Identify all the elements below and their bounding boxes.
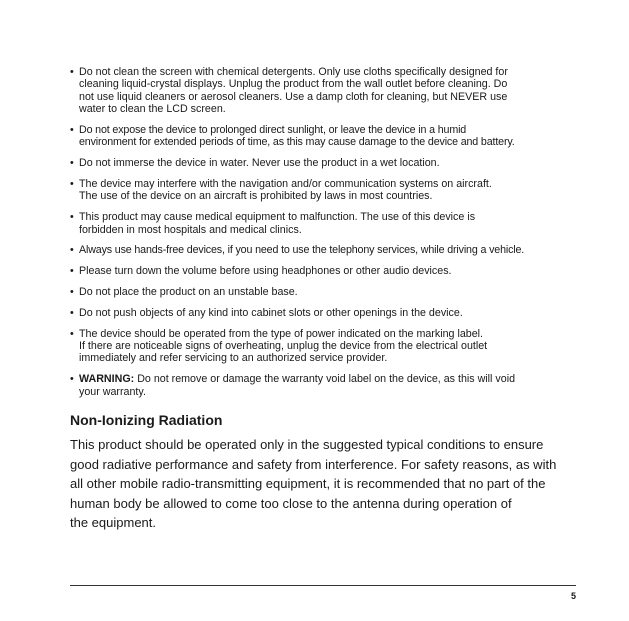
paragraph-line: This product should be operated only in the suggested typical conditions to ensure: [70, 437, 544, 453]
safety-bullet-list: [70, 66, 576, 398]
bullet-line: water to clean the LCD screen.: [79, 103, 226, 116]
bullet-dot: •: [70, 286, 74, 299]
bullet-line: The device should be operated from the type of power indicated on the marking label.: [79, 327, 483, 340]
bullet-item: [70, 66, 576, 116]
bullet-line: environment for extended periods of time, as this may cause damage to the device and battery.: [79, 136, 515, 149]
paragraph-line: all other mobile radio-transmitting equipment, it is recommended that no part of the: [70, 476, 546, 492]
bullet-line: Do not clean the screen with chemical detergents. Only use cloths specifically designed for: [79, 66, 508, 78]
bullet-item: [70, 328, 576, 365]
bullet-line: Do not immerse the device in water. Never use the product in a wet location.: [79, 157, 440, 170]
bullet-dot: •: [70, 373, 74, 386]
bullet-dot: •: [70, 211, 74, 224]
bullet-dot: •: [70, 124, 74, 137]
bullet-dot: •: [70, 178, 74, 191]
paragraph-line: the equipment.: [70, 515, 157, 531]
bullet-line: cleaning liquid-crystal displays. Unplug the product from the wall outlet before cleaning. Do: [79, 78, 508, 91]
bullet-item: [70, 244, 576, 256]
section-heading: Non-Ionizing Radiation: [70, 412, 223, 429]
bullet-item: [70, 307, 576, 319]
paragraph-line: human body be allowed to come too close to the antenna during operation of: [70, 495, 512, 511]
warning-text: Do not remove or damage the warranty void label on the device, as this will void: [134, 373, 516, 386]
footer-divider: [70, 585, 576, 586]
bullet-line: forbidden in most hospitals and medical clinics.: [79, 223, 302, 236]
bullet-line: immediately and refer servicing to an authorized service provider.: [79, 352, 388, 365]
bullet-item-warning: [70, 373, 576, 398]
bullet-item: [70, 211, 576, 236]
section-paragraph: [70, 435, 576, 533]
bullet-item: [70, 286, 576, 298]
bullet-dot: •: [70, 157, 74, 170]
paragraph-line: good radiative performance and safety from interference. For safety reasons, as with: [70, 456, 557, 472]
bullet-dot: •: [70, 306, 74, 319]
bullet-line: This product may cause medical equipment to malfunction. The use of this device is: [79, 211, 476, 224]
page-number: 5: [570, 591, 576, 601]
bullet-dot: •: [70, 265, 74, 278]
bullet-line: Do not push objects of any kind into cabinet slots or other openings in the device.: [79, 306, 463, 319]
bullet-line: [79, 373, 576, 385]
bullet-item: [70, 265, 576, 277]
bullet-dot: •: [70, 66, 74, 78]
bullet-dot: •: [70, 327, 74, 340]
bullet-item: [70, 178, 576, 203]
bullet-line: Do not expose the device to prolonged direct sunlight, or leave the device in a humid: [79, 124, 467, 137]
bullet-line: not use liquid cleaners or aerosol cleaners. Use a damp cloth for cleaning, but NEVER use: [79, 90, 508, 103]
warning-label: WARNING:: [79, 373, 135, 386]
bullet-line: Do not place the product on an unstable base.: [79, 286, 298, 299]
page-content: [70, 66, 576, 533]
bullet-line: Please turn down the volume before using headphones or other audio devices.: [79, 265, 452, 278]
bullet-dot: •: [70, 244, 74, 257]
bullet-item: [70, 157, 576, 169]
bullet-line: The use of the device on an aircraft is prohibited by laws in most countries.: [79, 190, 433, 203]
bullet-line: your warranty.: [79, 385, 146, 398]
bullet-line: If there are noticeable signs of overheating, unplug the device from the electrical outlet: [79, 340, 488, 353]
bullet-line: The device may interfere with the navigation and/or communication systems on aircraft.: [79, 178, 492, 191]
bullet-line: Always use hands-free devices, if you need to use the telephony services, while driving a vehicle.: [79, 244, 525, 257]
bullet-item: [70, 124, 576, 149]
